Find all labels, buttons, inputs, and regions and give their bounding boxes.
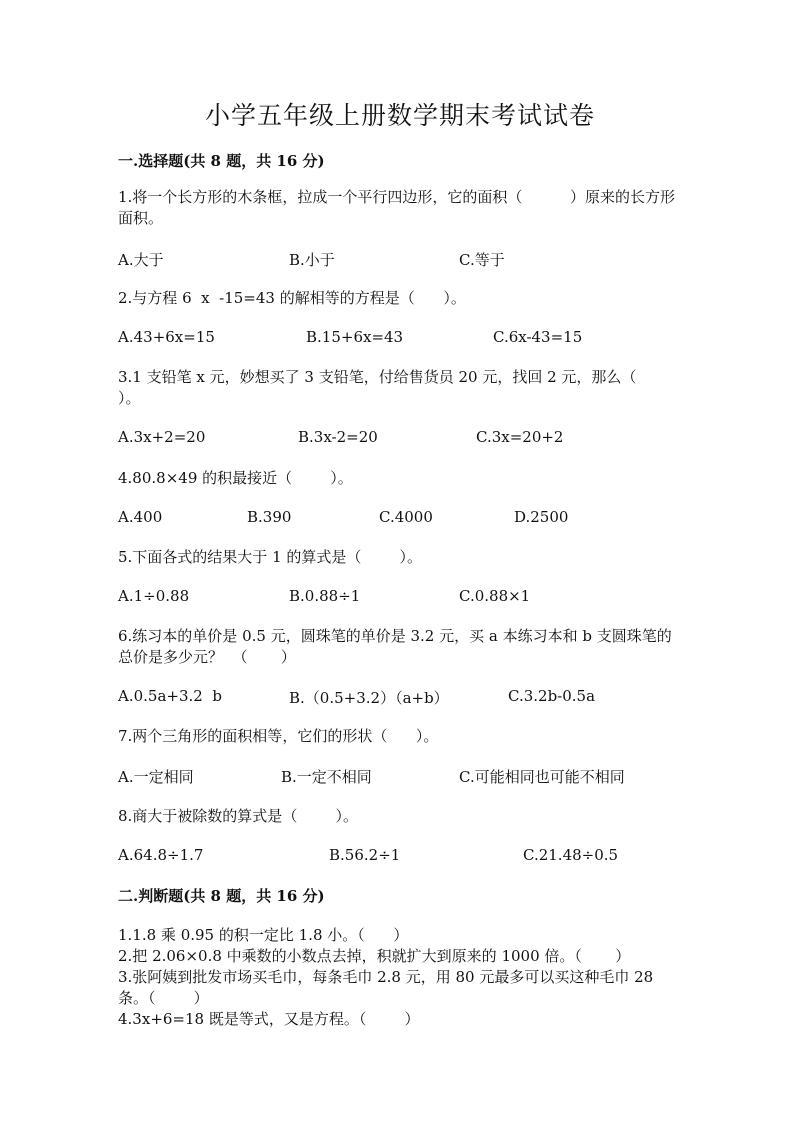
question-7-option-a: A.一定相同 (118, 768, 194, 786)
judgement-item-2: 2.把 2.06×0.8 中乘数的小数点去掉，积就扩大到原来的 1000 倍。（ ） (118, 947, 631, 965)
question-7-option-b: B.一定不相同 (281, 768, 372, 786)
question-1-option-c: C.等于 (459, 251, 505, 269)
question-8-option-c: C.21.48÷0.5 (523, 846, 619, 864)
question-1-option-b: B.小于 (289, 251, 335, 269)
question-6-option-c: C.3.2b-0.5a (508, 687, 596, 705)
question-6: 6.练习本的单价是 0.5 元，圆珠笔的单价是 3.2 元，买 a 本练习本和 b 支圆珠笔的总价是多少元？ （ ） (118, 627, 672, 666)
question-3-option-a: A.3x+2=20 (118, 428, 206, 446)
question-8-option-a: A.64.8÷1.7 (118, 846, 204, 864)
question-4-option-d: D.2500 (514, 508, 569, 526)
question-3: 3.1 支铅笔 x 元，妙想买了 3 支铅笔，付给售货员 20 元，找回 2 元，那么（ ）。 (118, 368, 670, 407)
page-title: 小学五年级上册数学期末考试试卷 (204, 101, 595, 130)
question-4-option-b: B.390 (247, 508, 292, 526)
question-1: 1.将一个长方形的木条框，拉成一个平行四边形，它的面积（ ）原来的长方形面积。 (118, 188, 675, 227)
judgement-item-3: 3.张阿姨到批发市场买毛巾，每条毛巾 2.8 元，用 80 元最多可以买这种毛巾 28 条。（ ） (118, 968, 658, 1007)
question-2: 2.与方程 6 x -15=43 的解相等的方程是（ ）。 (118, 289, 466, 307)
question-4: 4.80.8×49 的积最接近（ ）。 (118, 469, 353, 487)
question-6-option-a: A.0.5a+3.2 b (118, 687, 222, 705)
section-heading-choice: 一.选择题(共 8 题，共 16 分) (118, 152, 325, 170)
question-2-option-a: A.43+6x=15 (118, 328, 215, 346)
question-5-option-c: C.0.88×1 (459, 587, 531, 605)
question-3-option-b: B.3x-2=20 (298, 428, 378, 446)
judgement-item-4: 4.3x+6=18 既是等式，又是方程。（ ） (118, 1010, 420, 1028)
judgement-item-1: 1.1.8 乘 0.95 的积一定比 1.8 小。（ ） (118, 926, 409, 944)
question-2-option-b: B.15+6x=43 (306, 328, 404, 346)
question-8: 8.商大于被除数的算式是（ ）。 (118, 807, 358, 825)
question-3-option-c: C.3x=20+2 (476, 428, 564, 446)
question-1-option-a: A.大于 (118, 251, 164, 269)
question-8-option-b: B.56.2÷1 (329, 846, 401, 864)
section-heading-judgement: 二.判断题(共 8 题，共 16 分) (118, 887, 325, 905)
question-5: 5.下面各式的结果大于 1 的算式是（ ）。 (118, 548, 423, 566)
question-6-option-b: B.（0.5+3.2）（a+b） (289, 689, 449, 707)
question-5-option-b: B.0.88÷1 (289, 587, 361, 605)
question-5-option-a: A.1÷0.88 (118, 587, 190, 605)
question-4-option-c: C.4000 (379, 508, 433, 526)
question-2-option-c: C.6x-43=15 (493, 328, 583, 346)
question-4-option-a: A.400 (118, 508, 163, 526)
question-7-option-c: C.可能相同也可能不相同 (459, 768, 625, 786)
question-7: 7.两个三角形的面积相等，它们的形状（ ）。 (118, 727, 439, 745)
